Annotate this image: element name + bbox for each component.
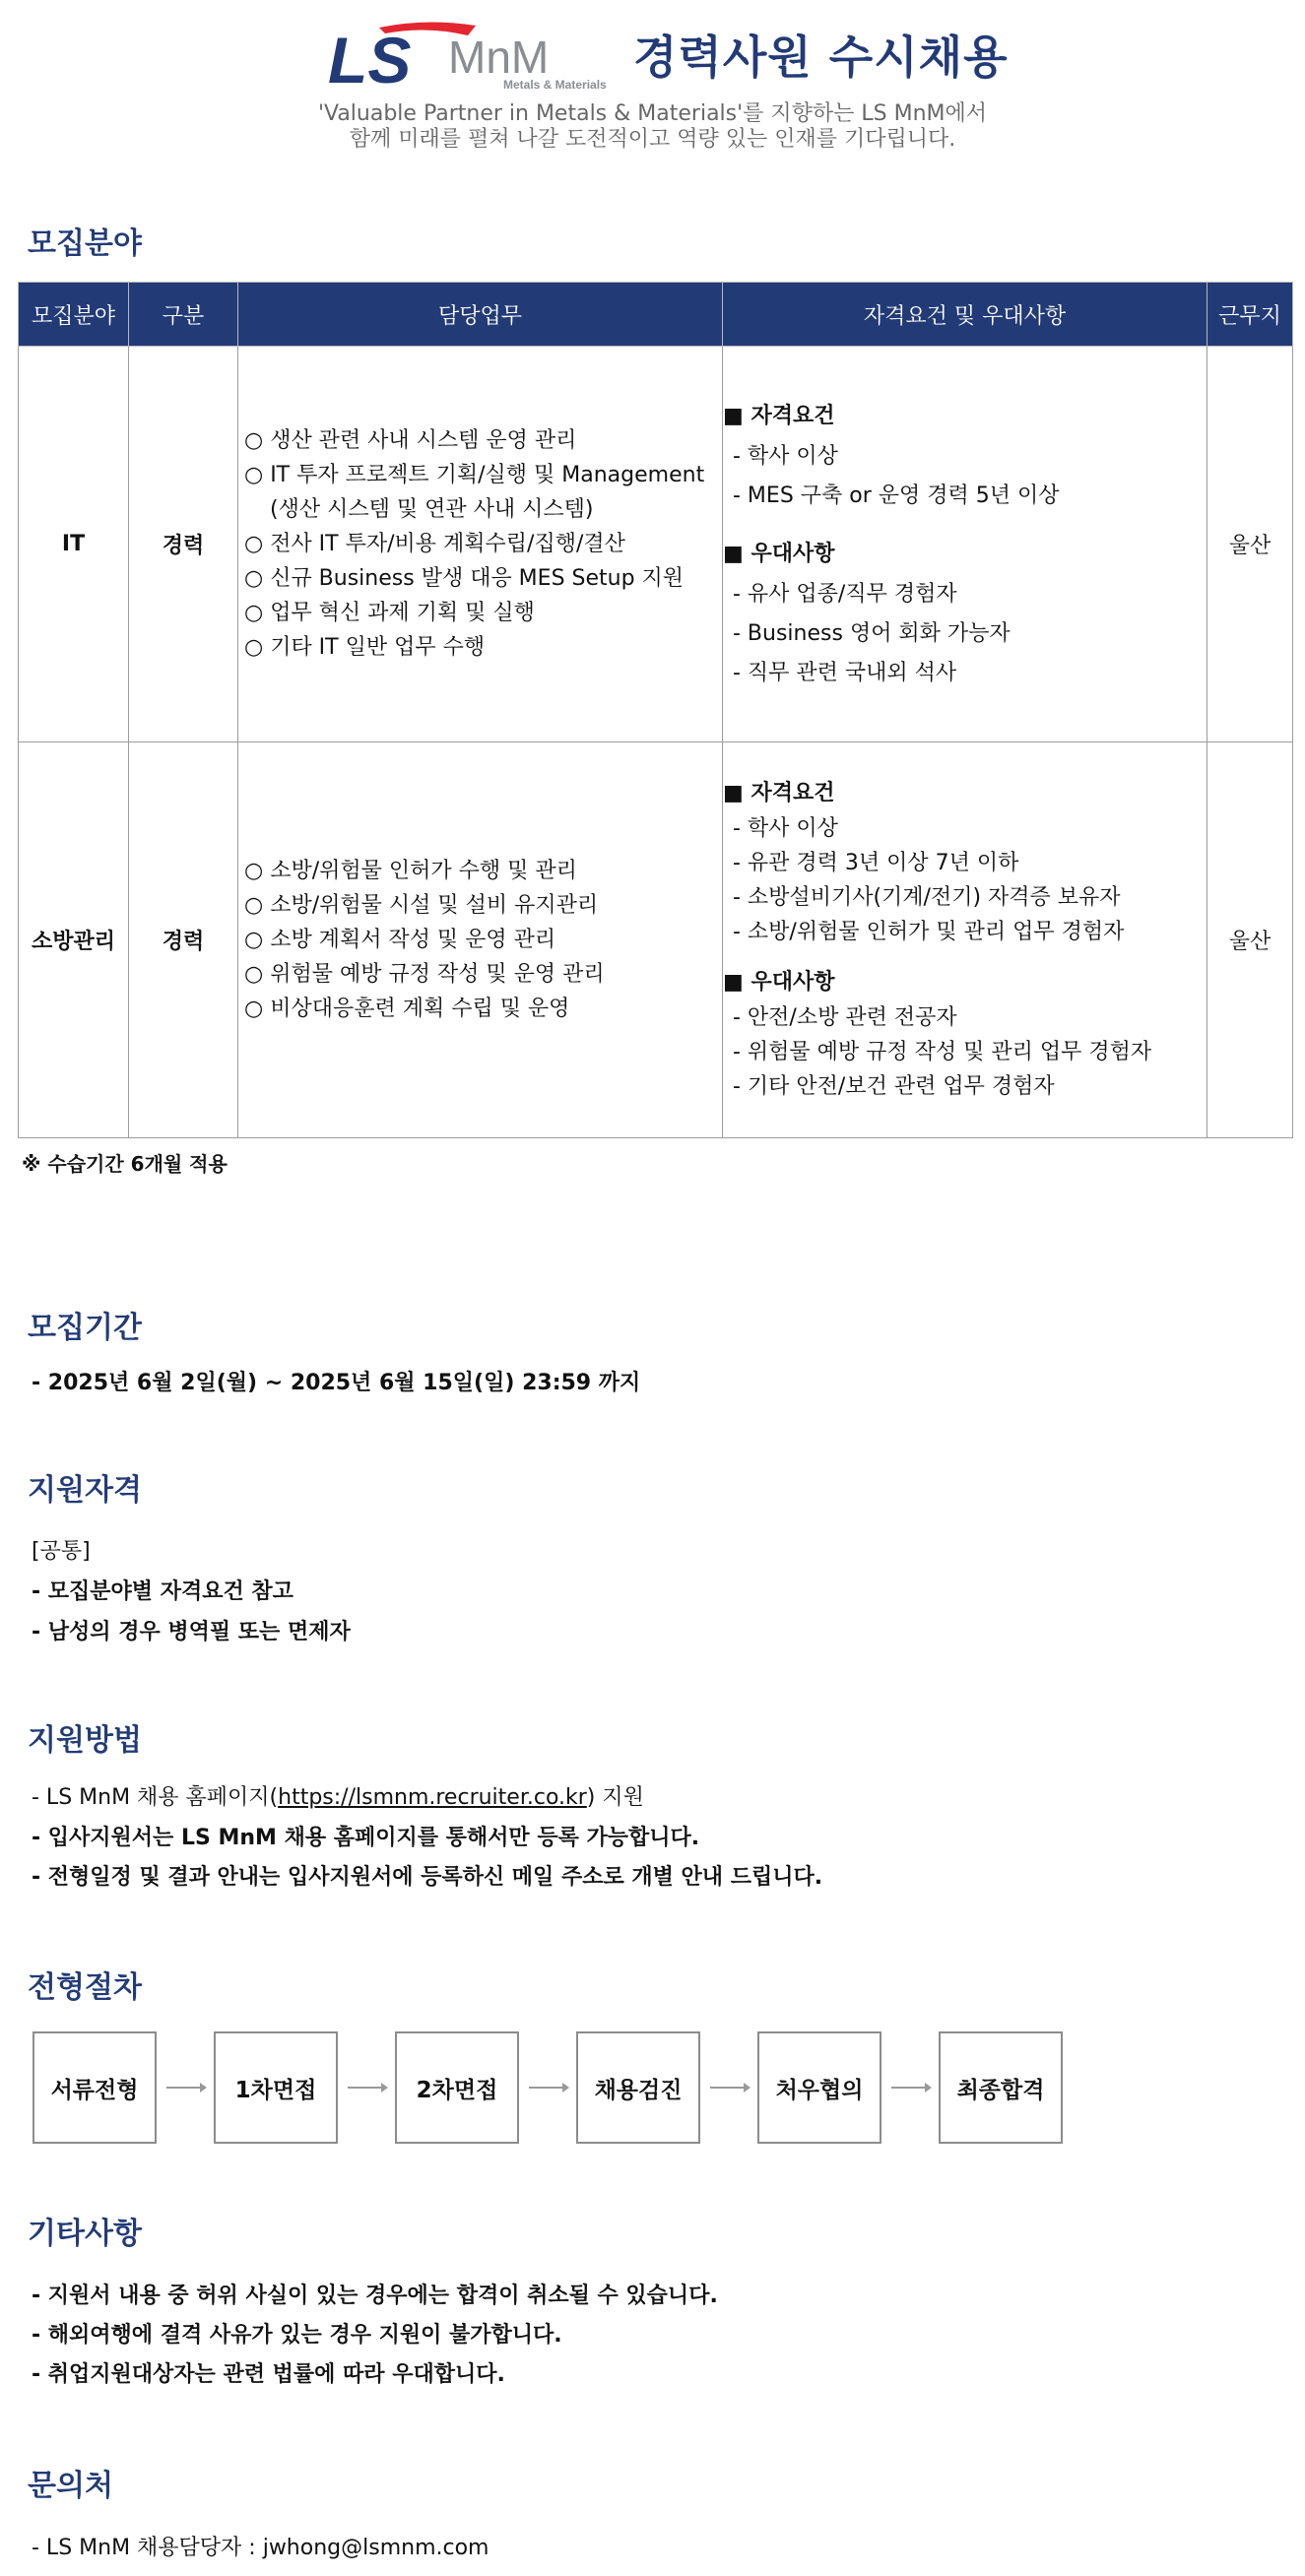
field-cell: IT: [19, 347, 129, 742]
section-title-etc: 기타사항: [28, 2217, 142, 2251]
section-title-period: 모집기간: [28, 1311, 142, 1345]
qualification-item: - 소방/위험물 인허가 및 관리 업무 경험자: [733, 920, 1125, 944]
section-title-apply: 지원방법: [28, 1723, 142, 1758]
column-header-type: 구분: [129, 283, 238, 347]
eligibility-line: - 남성의 경우 병역필 또는 면제자: [32, 1620, 351, 1644]
process-step: 처우협의: [757, 2031, 881, 2144]
process-step: 최종합격: [939, 2031, 1063, 2144]
location-cell: 울산: [1207, 742, 1293, 1138]
etc-line: - 취업지원대상자는 관련 법률에 따라 우대합니다.: [32, 2362, 505, 2387]
apply-line-1-prefix: - LS MnM 채용 홈페이지(: [32, 1785, 279, 1810]
column-header-field: 모집분야: [19, 283, 129, 347]
duties-cell: [238, 347, 723, 742]
etc-line: - 지원서 내용 중 허위 사실이 있는 경우에는 합격이 취소될 수 있습니다.: [32, 2284, 718, 2308]
table-header-row: [19, 283, 1293, 347]
duty-item: ○ 업무 혁신 과제 기획 및 실행: [244, 601, 535, 625]
preference-heading: ■ 우대사항: [723, 970, 835, 995]
duty-item: ○ 소방/위험물 시설 및 설비 유지관리: [244, 893, 599, 918]
qualification-item: - 학사 이상: [733, 443, 838, 469]
column-header-duties: 담당업무: [238, 283, 723, 347]
preference-item: - 안전/소방 관련 전공자: [733, 1005, 957, 1030]
preference-item: - 위험물 예방 규정 작성 및 관리 업무 경험자: [733, 1040, 1152, 1064]
section-title-eligibility: 지원자격: [28, 1473, 142, 1508]
contact-text: - LS MnM 채용담당자 : jwhong@lsmnm.com: [32, 2536, 489, 2560]
preference-item: - Business 영어 회화 가능자: [733, 620, 1011, 646]
location-cell: 울산: [1207, 347, 1293, 742]
type-cell: 경력: [129, 742, 238, 1138]
page-title: 경력사원 수시채용: [633, 31, 1009, 84]
preference-item: - 직무 관련 국내외 석사: [733, 660, 957, 685]
svg-text:MnM: MnM: [448, 32, 550, 83]
subtitle-line-2: 함께 미래를 펼쳐 나갈 도전적이고 역량 있는 인재를 기다립니다.: [349, 127, 956, 152]
preference-item: - 기타 안전/보건 관련 업무 경험자: [733, 1074, 1055, 1099]
type-cell: 경력: [129, 347, 238, 742]
duty-item: ○ 소방/위험물 인허가 수행 및 관리: [244, 859, 577, 883]
etc-line: - 해외여행에 결격 사유가 있는 경우 지원이 불가합니다.: [32, 2323, 562, 2348]
arrow-right-icon: [708, 2080, 751, 2095]
qualification-heading: ■ 자격요건: [723, 403, 835, 428]
duty-item: ○ 기타 IT 일반 업무 수행: [244, 635, 486, 660]
qualification-item: - 유관 경력 3년 이상 7년 이하: [733, 851, 1019, 875]
duty-item: ○ IT 투자 프로젝트 기획/실행 및 Management: [244, 463, 705, 487]
apply-line-1: [32, 1780, 644, 1811]
duty-item: ○ 소방 계획서 작성 및 운영 관리: [244, 928, 556, 952]
section-title-contact: 문의처: [28, 2469, 113, 2503]
arrow-right-icon: [889, 2080, 933, 2095]
table-row: [19, 742, 1293, 1138]
apply-line-2: - 입사지원서는 LS MnM 채용 홈페이지를 통해서만 등록 가능합니다.: [32, 1826, 700, 1850]
ls-mnm-logo: [328, 18, 614, 93]
eligibility-line: [공통]: [32, 1539, 91, 1564]
eligibility-line: - 모집분야별 자격요건 참고: [32, 1579, 294, 1604]
qualifications-cell: [723, 347, 1207, 742]
probation-note: ※ 수습기간 6개월 적용: [22, 1152, 228, 1176]
preference-heading: ■ 우대사항: [723, 541, 835, 566]
field-cell: 소방관리: [19, 742, 129, 1138]
process-step: 채용검진: [576, 2031, 700, 2144]
duty-item: ○ 위험물 예방 규정 작성 및 운영 관리: [244, 962, 605, 987]
duty-item: ○ 신규 Business 발생 대응 MES Setup 지원: [244, 566, 685, 591]
qualification-item: - 학사 이상: [733, 816, 838, 841]
apply-line-3: - 전형일정 및 결과 안내는 입사지원서에 등록하신 메일 주소로 개별 안내 드립니다.: [32, 1865, 823, 1890]
svg-text:Metals & Materials: Metals & Materials: [503, 78, 607, 92]
duty-item: ○ 생산 관련 사내 시스템 운영 관리: [244, 428, 577, 453]
qualification-item: - MES 구축 or 운영 경력 5년 이상: [733, 483, 1060, 508]
section-title-recruit: 모집분야: [28, 226, 142, 261]
process-step: 서류전형: [33, 2031, 157, 2144]
column-header-qualifications: 자격요건 및 우대사항: [723, 283, 1207, 347]
duty-item: ○ 전사 IT 투자/비용 계획수립/집행/결산: [244, 532, 625, 556]
duties-cell: [238, 742, 723, 1138]
arrow-right-icon: [527, 2080, 570, 2095]
recruit-table: [18, 282, 1293, 1138]
process-step: 2차면접: [395, 2031, 519, 2144]
recruit-homepage-link[interactable]: https://lsmnm.recruiter.co.kr: [278, 1785, 587, 1810]
arrow-right-icon: [346, 2080, 389, 2095]
column-header-location: 근무지: [1207, 283, 1293, 347]
qualification-heading: ■ 자격요건: [723, 781, 835, 805]
preference-item: - 유사 업종/직무 경험자: [733, 581, 957, 607]
arrow-right-icon: [164, 2080, 208, 2095]
qualifications-cell: [723, 742, 1207, 1138]
apply-line-1-suffix: ) 지원: [586, 1785, 644, 1810]
table-row: [19, 347, 1293, 742]
duty-item: ○ 비상대응훈련 계획 수립 및 운영: [244, 997, 570, 1021]
period-text: - 2025년 6월 2일(월) ~ 2025년 6월 15일(일) 23:59 까지: [32, 1371, 641, 1395]
process-step: 1차면접: [214, 2031, 338, 2144]
duty-item: (생산 시스템 및 연관 사내 시스템): [270, 497, 594, 522]
svg-text:LS: LS: [328, 24, 412, 93]
subtitle-line-1: 'Valuable Partner in Metals & Materials'를 지향하는 LS MnM에서: [317, 101, 988, 126]
section-title-process: 전형절차: [28, 1970, 142, 2005]
qualification-item: - 소방설비기사(기계/전기) 자격증 보유자: [733, 885, 1121, 910]
